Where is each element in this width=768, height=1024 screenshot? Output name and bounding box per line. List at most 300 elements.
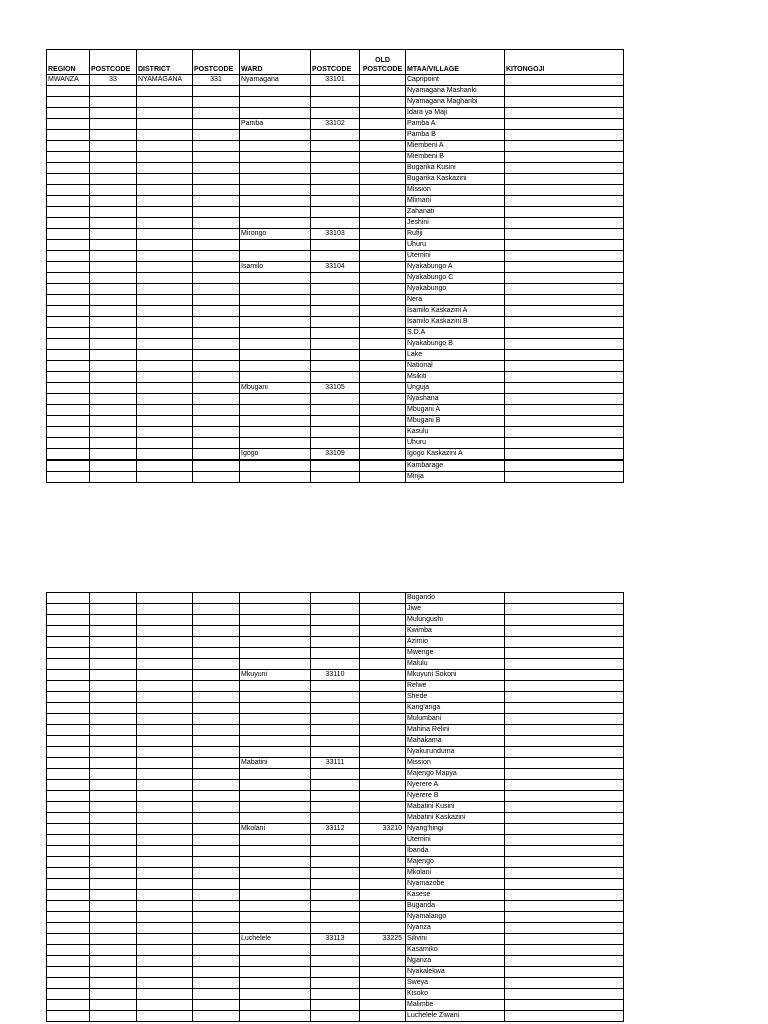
cell-region-postcode [90, 648, 137, 659]
cell-region [47, 218, 90, 229]
cell-village: Luchelele Ziwani [406, 1011, 505, 1022]
cell-district [137, 736, 193, 747]
cell-old-postcode [360, 835, 406, 846]
cell-ward [240, 604, 311, 615]
header-region: REGION [47, 50, 90, 75]
cell-district-postcode [193, 119, 240, 130]
cell-ward [240, 637, 311, 648]
cell-ward-postcode [311, 339, 360, 350]
cell-region [47, 427, 90, 438]
cell-district-postcode [193, 394, 240, 405]
cell-region-postcode [90, 626, 137, 637]
cell-village: Mlimani [406, 196, 505, 207]
cell-district-postcode [193, 791, 240, 802]
cell-ward: Mbugani [240, 383, 311, 394]
cell-ward [240, 218, 311, 229]
table-row [47, 791, 624, 802]
cell-kitongoji [505, 769, 624, 780]
cell-kitongoji [505, 339, 624, 350]
cell-ward [240, 207, 311, 218]
cell-village: Pamba A [406, 119, 505, 130]
table-row [47, 912, 624, 923]
cell-district [137, 295, 193, 306]
cell-ward-postcode [311, 196, 360, 207]
table-row [47, 394, 624, 405]
cell-kitongoji [505, 637, 624, 648]
cell-region [47, 1011, 90, 1022]
cell-ward [240, 251, 311, 262]
cell-region [47, 593, 90, 604]
cell-ward-postcode [311, 460, 360, 472]
cell-district [137, 218, 193, 229]
cell-village: Mkuyuni Sokoni [406, 670, 505, 681]
table-row [47, 196, 624, 207]
table-2-body [47, 593, 624, 1022]
cell-region-postcode [90, 273, 137, 284]
cell-region-postcode [90, 350, 137, 361]
cell-ward [240, 835, 311, 846]
cell-kitongoji [505, 714, 624, 725]
cell-region-postcode [90, 692, 137, 703]
table-row [47, 747, 624, 758]
cell-district-postcode [193, 901, 240, 912]
cell-district-postcode [193, 306, 240, 317]
cell-ward [240, 427, 311, 438]
cell-village: Nyamagana Magharibi [406, 97, 505, 108]
cell-region-postcode [90, 736, 137, 747]
table-row [47, 240, 624, 251]
table-row [47, 163, 624, 174]
cell-district-postcode [193, 328, 240, 339]
cell-old-postcode [360, 405, 406, 416]
cell-ward [240, 978, 311, 989]
cell-region-postcode [90, 923, 137, 934]
cell-district [137, 449, 193, 461]
cell-district [137, 857, 193, 868]
cell-kitongoji [505, 846, 624, 857]
cell-district-postcode [193, 934, 240, 945]
cell-village: Nyakabungo [406, 284, 505, 295]
cell-region [47, 626, 90, 637]
cell-village: Nyamagana Mashariki [406, 86, 505, 97]
cell-ward-postcode [311, 681, 360, 692]
cell-region-postcode [90, 119, 137, 130]
cell-region [47, 207, 90, 218]
cell-district [137, 416, 193, 427]
cell-kitongoji [505, 97, 624, 108]
cell-old-postcode [360, 262, 406, 273]
postcode-table-1 [46, 49, 624, 483]
cell-kitongoji [505, 284, 624, 295]
cell-kitongoji [505, 813, 624, 824]
cell-kitongoji [505, 626, 624, 637]
table-row [47, 472, 624, 483]
cell-ward-postcode [311, 416, 360, 427]
cell-region [47, 449, 90, 461]
cell-region [47, 130, 90, 141]
header-district-postcode: POSTCODE [193, 50, 240, 75]
table-row [47, 372, 624, 383]
cell-district-postcode [193, 141, 240, 152]
cell-region-postcode [90, 769, 137, 780]
table-row [47, 273, 624, 284]
cell-ward [240, 372, 311, 383]
table-row [47, 174, 624, 185]
cell-ward [240, 780, 311, 791]
cell-village: Msikiti [406, 372, 505, 383]
cell-district-postcode [193, 196, 240, 207]
table-row [47, 427, 624, 438]
cell-district [137, 350, 193, 361]
cell-ward [240, 703, 311, 714]
cell-village: Minja [406, 472, 505, 483]
cell-district-postcode [193, 648, 240, 659]
cell-ward [240, 747, 311, 758]
cell-district-postcode [193, 130, 240, 141]
cell-ward-postcode [311, 438, 360, 449]
cell-district [137, 460, 193, 472]
cell-ward-postcode [311, 163, 360, 174]
cell-ward [240, 317, 311, 328]
cell-kitongoji [505, 405, 624, 416]
cell-old-postcode [360, 460, 406, 472]
cell-kitongoji [505, 196, 624, 207]
cell-region [47, 339, 90, 350]
cell-district [137, 472, 193, 483]
cell-ward-postcode [311, 152, 360, 163]
cell-region-postcode [90, 218, 137, 229]
cell-district [137, 240, 193, 251]
cell-village: Nyashana [406, 394, 505, 405]
cell-region-postcode [90, 1011, 137, 1022]
cell-village: Mulumbani [406, 714, 505, 725]
cell-kitongoji [505, 1011, 624, 1022]
cell-district-postcode [193, 273, 240, 284]
cell-kitongoji [505, 163, 624, 174]
table-row [47, 923, 624, 934]
cell-ward-postcode [311, 361, 360, 372]
cell-ward [240, 273, 311, 284]
cell-village: Unguja [406, 383, 505, 394]
cell-district-postcode [193, 350, 240, 361]
cell-district [137, 648, 193, 659]
cell-kitongoji [505, 868, 624, 879]
cell-region [47, 86, 90, 97]
cell-village: Uhuru [406, 438, 505, 449]
cell-district-postcode [193, 857, 240, 868]
cell-district [137, 108, 193, 119]
cell-region [47, 295, 90, 306]
cell-kitongoji [505, 648, 624, 659]
cell-region-postcode [90, 879, 137, 890]
cell-old-postcode [360, 427, 406, 438]
cell-village: Kwimba [406, 626, 505, 637]
cell-village: Mwenge [406, 648, 505, 659]
cell-region-postcode [90, 978, 137, 989]
cell-district [137, 912, 193, 923]
cell-kitongoji [505, 670, 624, 681]
cell-ward [240, 295, 311, 306]
cell-ward-postcode [311, 978, 360, 989]
cell-village: Mabatini Kusini [406, 802, 505, 813]
cell-region-postcode [90, 185, 137, 196]
cell-ward-postcode [311, 174, 360, 185]
cell-region-postcode [90, 956, 137, 967]
cell-district-postcode [193, 780, 240, 791]
cell-village: Malulu [406, 659, 505, 670]
cell-district-postcode [193, 97, 240, 108]
cell-kitongoji [505, 956, 624, 967]
cell-region-postcode [90, 284, 137, 295]
cell-village: Uhuru [406, 240, 505, 251]
cell-district-postcode [193, 240, 240, 251]
cell-old-postcode [360, 240, 406, 251]
cell-region-postcode [90, 405, 137, 416]
cell-district [137, 681, 193, 692]
cell-ward-postcode [311, 251, 360, 262]
cell-ward-postcode: 33110 [311, 670, 360, 681]
cell-region [47, 714, 90, 725]
cell-region-postcode [90, 328, 137, 339]
cell-region-postcode [90, 989, 137, 1000]
cell-district [137, 229, 193, 240]
cell-region-postcode [90, 394, 137, 405]
cell-region-postcode [90, 108, 137, 119]
cell-district-postcode [193, 472, 240, 483]
cell-old-postcode [360, 769, 406, 780]
cell-old-postcode [360, 119, 406, 130]
cell-district [137, 637, 193, 648]
cell-region [47, 967, 90, 978]
cell-kitongoji [505, 207, 624, 218]
cell-district-postcode [193, 967, 240, 978]
cell-old-postcode [360, 273, 406, 284]
cell-old-postcode [360, 86, 406, 97]
cell-district [137, 791, 193, 802]
cell-village: Mahina Relini [406, 725, 505, 736]
table-row [47, 229, 624, 240]
cell-kitongoji [505, 912, 624, 923]
cell-region [47, 846, 90, 857]
table-row [47, 813, 624, 824]
table-row [47, 416, 624, 427]
cell-village: Jiwe [406, 604, 505, 615]
cell-village: Nyanza [406, 923, 505, 934]
cell-ward [240, 284, 311, 295]
cell-district-postcode [193, 747, 240, 758]
cell-region [47, 923, 90, 934]
cell-district-postcode [193, 284, 240, 295]
cell-kitongoji [505, 703, 624, 714]
cell-old-postcode [360, 218, 406, 229]
cell-village: Utemini [406, 835, 505, 846]
cell-ward-postcode [311, 1000, 360, 1011]
cell-ward [240, 185, 311, 196]
cell-region [47, 615, 90, 626]
cell-ward-postcode [311, 912, 360, 923]
cell-kitongoji [505, 306, 624, 317]
cell-ward-postcode [311, 956, 360, 967]
cell-ward-postcode [311, 317, 360, 328]
cell-district [137, 196, 193, 207]
cell-district [137, 769, 193, 780]
cell-old-postcode [360, 1000, 406, 1011]
cell-ward-postcode [311, 405, 360, 416]
cell-kitongoji [505, 240, 624, 251]
table-row [47, 130, 624, 141]
cell-district [137, 956, 193, 967]
cell-region [47, 659, 90, 670]
cell-ward: Pamba [240, 119, 311, 130]
cell-ward-postcode [311, 747, 360, 758]
cell-ward-postcode [311, 714, 360, 725]
cell-region-postcode [90, 615, 137, 626]
cell-region [47, 262, 90, 273]
cell-region-postcode [90, 361, 137, 372]
cell-old-postcode [360, 978, 406, 989]
cell-kitongoji [505, 659, 624, 670]
cell-ward-postcode [311, 284, 360, 295]
cell-region-postcode [90, 901, 137, 912]
cell-old-postcode [360, 350, 406, 361]
cell-ward: Mabatini [240, 758, 311, 769]
cell-ward-postcode [311, 791, 360, 802]
cell-region-postcode [90, 604, 137, 615]
cell-ward [240, 416, 311, 427]
cell-region [47, 901, 90, 912]
cell-ward-postcode: 33113 [311, 934, 360, 945]
header-ward-postcode: POSTCODE [311, 50, 360, 75]
table-row [47, 328, 624, 339]
cell-ward-postcode: 33109 [311, 449, 360, 461]
cell-ward [240, 394, 311, 405]
cell-district [137, 989, 193, 1000]
cell-district [137, 692, 193, 703]
header-row [47, 50, 624, 75]
cell-region [47, 472, 90, 483]
table-row [47, 405, 624, 416]
table-row [47, 449, 624, 461]
cell-region [47, 372, 90, 383]
table-row [47, 615, 624, 626]
cell-region [47, 692, 90, 703]
table-row [47, 868, 624, 879]
cell-kitongoji [505, 372, 624, 383]
table-row [47, 350, 624, 361]
cell-district-postcode [193, 945, 240, 956]
cell-region-postcode [90, 427, 137, 438]
cell-old-postcode [360, 383, 406, 394]
cell-district-postcode [193, 736, 240, 747]
cell-district [137, 604, 193, 615]
cell-old-postcode [360, 141, 406, 152]
cell-region [47, 648, 90, 659]
cell-region-postcode [90, 383, 137, 394]
cell-village: Mission [406, 185, 505, 196]
cell-district [137, 174, 193, 185]
cell-old-postcode [360, 813, 406, 824]
cell-kitongoji [505, 317, 624, 328]
cell-district-postcode [193, 978, 240, 989]
table-row [47, 846, 624, 857]
cell-village: Ibanda [406, 846, 505, 857]
cell-old-postcode [360, 901, 406, 912]
cell-district: NYAMAGANA [137, 75, 193, 86]
cell-old-postcode [360, 802, 406, 813]
cell-kitongoji [505, 989, 624, 1000]
cell-village: Mabatini Kaskazini [406, 813, 505, 824]
cell-region-postcode [90, 703, 137, 714]
cell-ward-postcode [311, 130, 360, 141]
cell-district-postcode [193, 427, 240, 438]
table-row [47, 97, 624, 108]
table-row [47, 306, 624, 317]
cell-district-postcode [193, 725, 240, 736]
cell-village: Nyerere A [406, 780, 505, 791]
cell-region [47, 956, 90, 967]
cell-district [137, 361, 193, 372]
cell-district-postcode [193, 416, 240, 427]
cell-village: Nyakurunduma [406, 747, 505, 758]
cell-old-postcode [360, 868, 406, 879]
cell-district-postcode [193, 317, 240, 328]
cell-district-postcode [193, 659, 240, 670]
cell-old-postcode [360, 394, 406, 405]
table-row [47, 956, 624, 967]
cell-old-postcode [360, 1011, 406, 1022]
cell-village: Kisoko [406, 989, 505, 1000]
cell-region-postcode [90, 802, 137, 813]
cell-region [47, 802, 90, 813]
cell-village: Nyakabungo A [406, 262, 505, 273]
cell-kitongoji [505, 218, 624, 229]
cell-ward-postcode [311, 86, 360, 97]
cell-region-postcode [90, 967, 137, 978]
cell-ward [240, 989, 311, 1000]
cell-kitongoji [505, 890, 624, 901]
cell-ward-postcode [311, 207, 360, 218]
cell-district-postcode [193, 879, 240, 890]
cell-region [47, 350, 90, 361]
cell-ward [240, 890, 311, 901]
cell-village: Nyamazobe [406, 879, 505, 890]
cell-ward-postcode: 33101 [311, 75, 360, 86]
cell-region [47, 185, 90, 196]
cell-ward [240, 813, 311, 824]
cell-ward-postcode [311, 648, 360, 659]
cell-region [47, 637, 90, 648]
cell-region [47, 890, 90, 901]
table-row [47, 978, 624, 989]
cell-old-postcode [360, 438, 406, 449]
table-row [47, 670, 624, 681]
cell-region [47, 394, 90, 405]
cell-old-postcode [360, 626, 406, 637]
cell-district [137, 747, 193, 758]
cell-district [137, 879, 193, 890]
cell-kitongoji [505, 615, 624, 626]
cell-district-postcode [193, 835, 240, 846]
cell-kitongoji [505, 681, 624, 692]
table-row [47, 361, 624, 372]
cell-region [47, 725, 90, 736]
cell-ward-postcode [311, 637, 360, 648]
cell-village: Kang'anga [406, 703, 505, 714]
cell-region [47, 780, 90, 791]
table-row [47, 780, 624, 791]
cell-ward-postcode [311, 427, 360, 438]
table-row [47, 152, 624, 163]
